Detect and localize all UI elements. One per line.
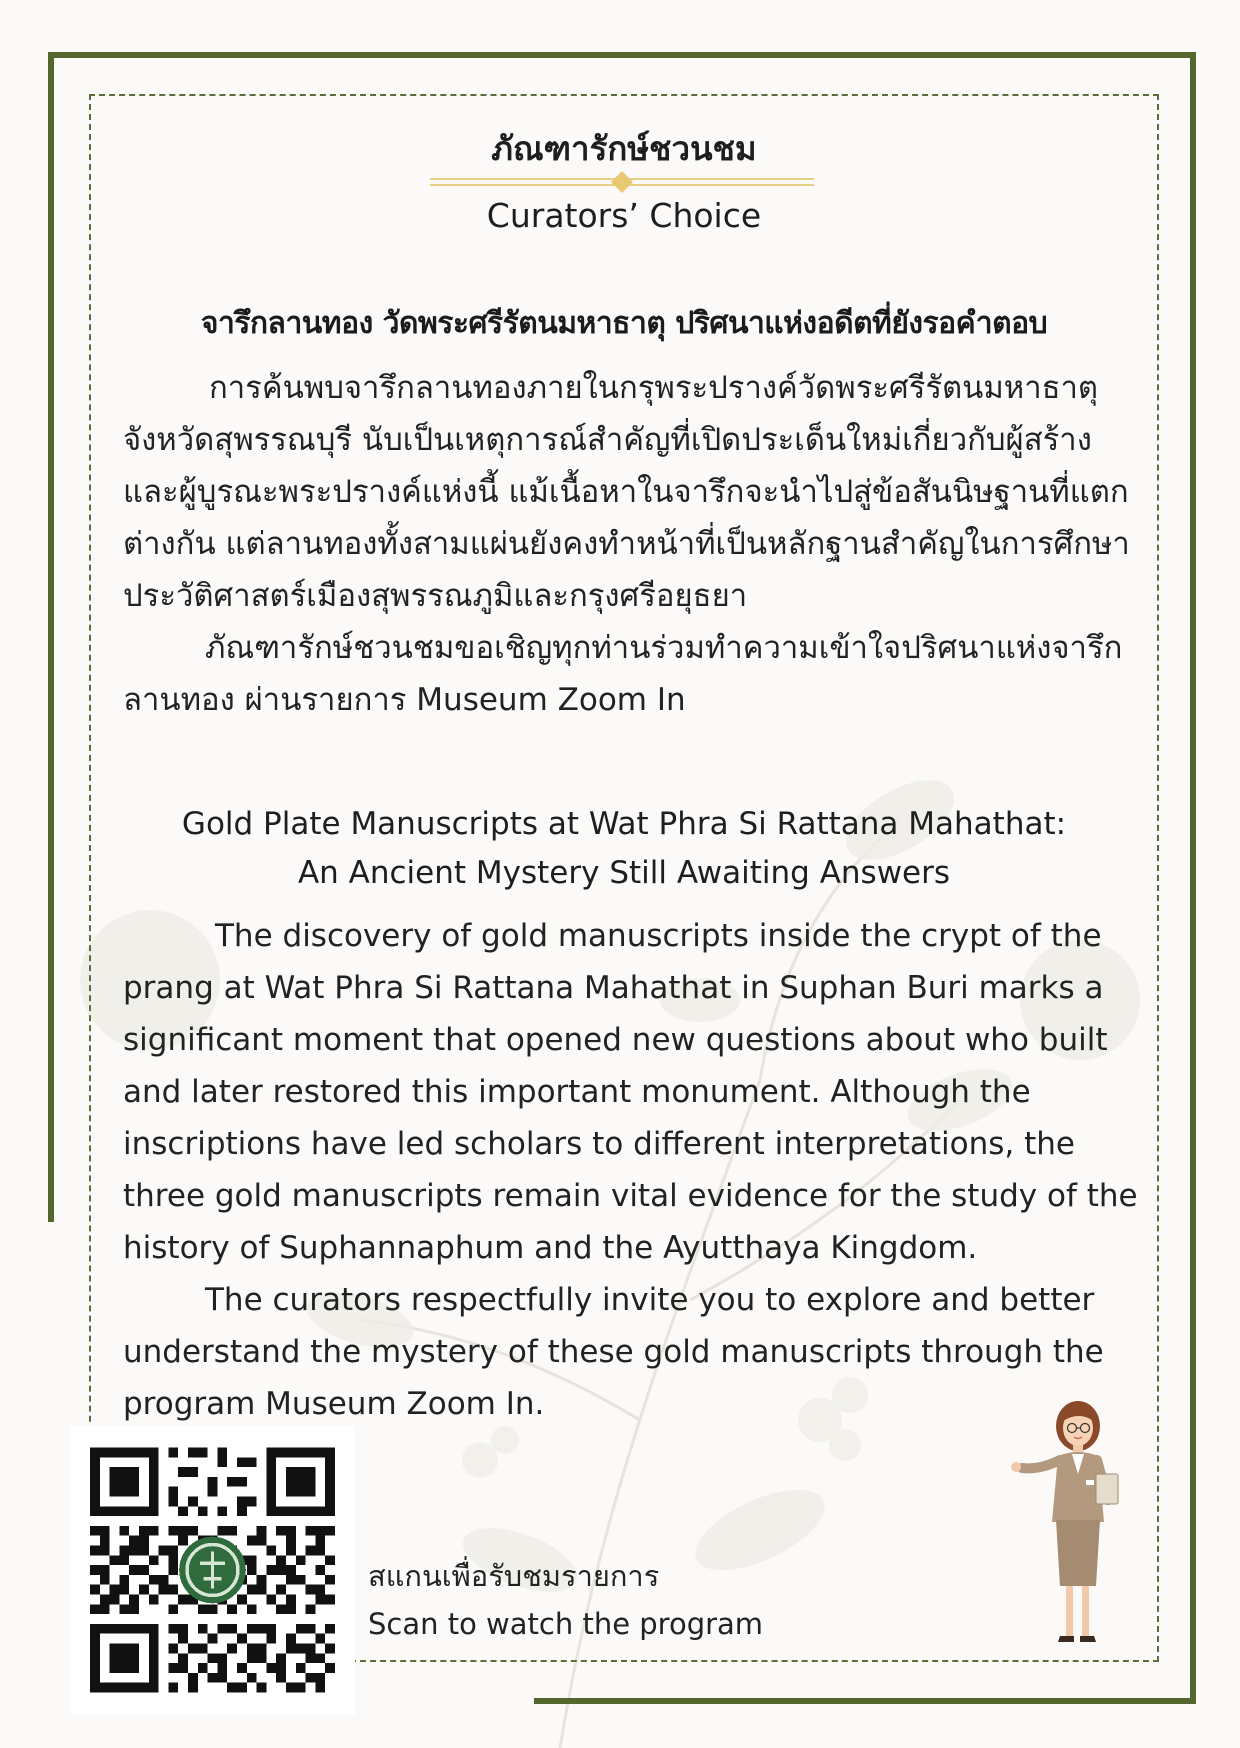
english-paragraph-1: The discovery of gold manuscripts inside the crypt of the prang at Wat Phra Si Rattana Mahathat in Suphan Buri marks a significant moment that opened new questions about who built and later restored this important monument. Although the inscriptions have led scholars to different interpretations, the three gold manuscripts remain vital evidence for the study of the history of Suphannaphum and the Ayutthaya Kingdom. [123,918,1138,1266]
scan-instruction-thai: สแกนเพื่อรับชมรายการ [368,1559,660,1593]
thai-article-body [123,362,1143,726]
thai-paragraph-1: การค้นพบจารึกลานทองภายในกรุพระปรางค์วัดพระศรีรัตนมหาธาตุ จังหวัดสุพรรณบุรี นับเป็นเหตุการณ์สำคัญที่เปิดประเด็นใหม่เกี่ยวกับผู้สร้างและผู้บูรณะพระปรางค์แห่งนี้ แม้เนื้อหาในจารึกจะนำไปสู่ข้อสันนิษฐานที่แตกต่างกัน แต่ลานทองทั้งสามแผ่นยังคงทำหน้าที่เป็นหลักฐานสำคัญในการศึกษาประวัติศาสตร์เมืองสุพรรณภูมิและกรุงศรีอยุธยา [123,370,1130,614]
qr-code-icon[interactable] [90,1445,335,1695]
thai-paragraph-2: ภัณฑารักษ์ชวนชมขอเชิญทุกท่านร่วมทำความเข้าใจปริศนาแห่งจารึกลานทอง ผ่านรายการ Museum Zoom In [123,630,1123,718]
divider-ornament-icon [430,171,814,193]
qr-code-card[interactable] [70,1425,355,1715]
english-article-body [123,910,1153,1430]
thai-article-title: จารึกลานทอง วัดพระศรีรัตนมหาธาตุ ปริศนาแห่งอดีตที่ยังรอคำตอบ [200,306,1048,341]
curator-figure-icon [1000,1390,1130,1650]
scan-instruction-english: Scan to watch the program [368,1607,764,1641]
frame-gap-left [44,1222,58,1704]
english-article-title [0,800,1240,898]
english-title-line-2: An Ancient Mystery Still Awaiting Answers [297,855,951,891]
header-title-thai: ภัณฑารักษ์ชวนชม [491,129,757,168]
english-title-line-1: Gold Plate Manuscripts at Wat Phra Si Rattana Mahathat: [181,806,1067,842]
header-title-english: Curators’ Choice [486,196,762,235]
english-paragraph-2: The curators respectfully invite you to explore and better understand the mystery of these gold manuscripts through the program Museum Zoom In. [123,1282,1104,1422]
